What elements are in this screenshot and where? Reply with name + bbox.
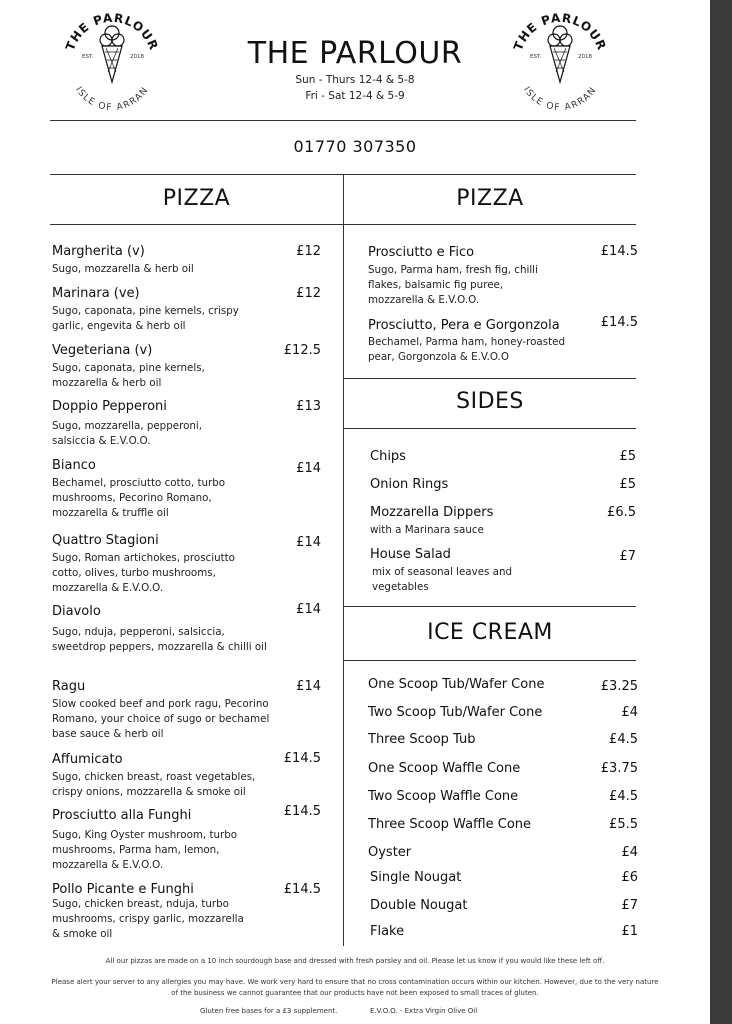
badge-year-label: 2018 [130,54,144,60]
divider [50,120,636,121]
badge-top-text: THE PARLOUR [510,10,610,53]
item-name: Three Scoop Tub [368,732,476,747]
section-title-pizza: PIZZA [162,186,231,211]
item-price: £14 [296,602,321,617]
item-description: Sugo, mozzarella, pepperoni, salsiccia & E.V.O.O. [52,420,203,447]
item-description: Sugo, caponata, pine kernels, mozzarella & herb oil [52,362,205,389]
item-name: Oyster [368,845,412,860]
item-price: £6.5 [607,505,636,520]
divider [343,428,636,429]
item-name: Chips [370,449,406,464]
item-description: with a Marinara sauce [370,524,484,536]
item-price: £4.5 [609,789,638,804]
section-title-sides: SIDES [456,389,524,414]
footer-note-pizza: All our pizzas are made on a 10 inch sourdough base and dressed with fresh parsley and oil. Please let us know if you would like these left off. [105,957,605,965]
divider [343,378,636,379]
item-name: Flake [370,924,405,939]
item-name: Marinara (ve) [52,286,140,301]
item-description: Sugo, caponata, pine kernels, crispy garlic, engevita & herb oil [52,305,239,332]
item-description: Sugo, chicken breast, nduja, turbo mushrooms, crispy garlic, mozzarella & smoke oil [52,898,244,940]
item-name: Prosciutto alla Funghi [52,808,192,823]
phone-number: 01770 307350 [293,137,417,156]
section-title-pizza-right: PIZZA [456,186,524,211]
badge-top-text: THE PARLOUR [62,10,162,53]
item-price: £14.5 [283,804,321,819]
item-name: Vegeteriana (v) [52,343,153,358]
svg-text:ISLE OF ARRAN [73,85,151,113]
item-price: £14.5 [283,751,321,766]
item-price: £12 [296,286,321,301]
item-price: £5 [619,449,636,464]
footer-gluten-free: Gluten free bases for a £3 supplement. [200,1007,338,1015]
page-title: THE PARLOUR [247,36,463,71]
item-price: £14 [296,535,321,550]
item-name: Prosciutto e Fico [368,245,475,260]
item-price: £3.75 [600,761,638,776]
item-name: Bianco [52,458,96,473]
item-name: Affumicato [52,752,123,767]
item-price: £4.5 [609,732,638,747]
footer-evoo: E.V.O.O. - Extra Virgin Olive Oil [370,1007,478,1015]
item-name: Double Nougat [370,898,468,913]
item-price: £14 [296,679,321,694]
item-name: Margherita (v) [52,244,145,259]
item-price: £6 [621,870,638,885]
item-name: Doppio Pepperoni [52,399,167,414]
item-name: Prosciutto, Pera e Gorgonzola [368,318,560,333]
badge-year-label: 2018 [578,54,592,60]
column-divider [343,174,344,946]
item-price: £12 [296,244,321,259]
hours-weekend: Fri - Sat 12-4 & 5-9 [305,90,405,102]
hours-weekday: Sun - Thurs 12-4 & 5-8 [295,74,415,86]
item-name: Ragu [52,679,86,694]
item-name: House Salad [370,547,451,562]
item-price: £12.5 [283,343,321,358]
item-description: Bechamel, prosciutto cotto, turbo mushrooms, Pecorino Romano, mozzarella & truffle oil [52,477,226,519]
item-price: £7 [619,549,636,564]
item-name: One Scoop Waffle Cone [368,761,521,776]
divider [343,660,636,661]
item-description: Sugo, King Oyster mushroom, turbo mushrooms, Parma ham, lemon, mozzarella & E.V.O.O. [52,829,238,871]
item-description: Sugo, nduja, pepperoni, salsiccia, sweetdrop peppers, mozzarella & chilli oil [52,626,267,653]
item-name: Two Scoop Waffle Cone [368,789,519,804]
item-price: £14 [296,461,321,476]
badge-bottom-text: ISLE OF ARRAN [521,85,599,114]
item-description: Slow cooked beef and pork ragu, Pecorino Romano, your choice of sugo or bechamel base sauce & herb oil [52,698,270,740]
item-price: £1 [621,924,638,939]
badge-bottom-text: ISLE OF ARRAN [73,85,151,114]
item-name: One Scoop Tub/Wafer Cone [368,677,545,692]
item-price: £5.5 [609,817,638,832]
item-name: Onion Rings [370,477,449,492]
ice-cream-cone-icon [100,26,124,82]
item-price: £14.5 [600,315,638,330]
item-name: Pollo Picante e Funghi [52,882,194,897]
section-title-ice-cream: ICE CREAM [427,620,553,645]
item-price: £14.5 [600,244,638,259]
item-name: Mozzarella Dippers [370,505,494,520]
divider [343,606,636,607]
item-price: £3.25 [600,679,638,694]
item-price: £7 [621,898,638,913]
item-name: Single Nougat [370,870,462,885]
item-description: mix of seasonal leaves and vegetables [372,566,513,593]
badge-est-label: EST. [530,54,542,60]
item-price: £13 [296,399,321,414]
item-name: Quattro Stagioni [52,533,159,548]
footer-note-allergy: Please alert your server to any allergies you may have. We work very hard to ensure that no cross contamination occurs within our kitchen. However, due to the very nature of the business we cannot guarantee that our products have not been exposed to small traces of gluten. [51,978,659,997]
item-name: Two Scoop Tub/Wafer Cone [368,705,543,720]
item-price: £14.5 [283,882,321,897]
item-name: Diavolo [52,604,101,619]
divider [50,224,636,225]
item-description: Sugo, Roman artichokes, prosciutto cotto, olives, turbo mushrooms, mozzarella & E.V.O.O. [52,552,235,594]
item-price: £4 [621,705,638,720]
badge-est-label: EST. [82,54,94,60]
item-description: Sugo, Parma ham, fresh fig, chilli flakes, balsamic fig puree, mozzarella & E.V.O.O. [368,264,538,306]
item-price: £4 [621,845,638,860]
item-name: Three Scoop Waffle Cone [368,817,532,832]
item-price: £5 [619,477,636,492]
item-description: Sugo, mozzarella & herb oil [52,263,194,275]
item-description: Sugo, chicken breast, roast vegetables, crispy onions, mozzarella & smoke oil [52,771,256,798]
item-description: Bechamel, Parma ham, honey-roasted pear, Gorgonzola & E.V.O.O [368,336,566,363]
